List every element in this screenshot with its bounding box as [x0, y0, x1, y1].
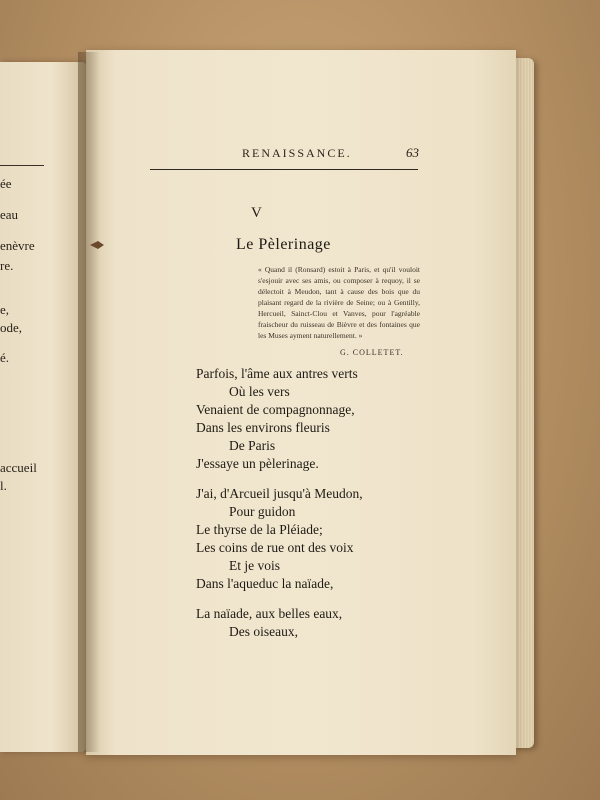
poem-line: De Paris [229, 438, 276, 453]
left-text-fragment: eau [0, 207, 19, 222]
spine-shadow [78, 52, 100, 752]
left-text-fragment: accueil [0, 460, 37, 475]
left-header-rule [0, 165, 44, 166]
poem-line: Où les vers [229, 384, 290, 399]
poem-line: J'essaye un pèlerinage. [196, 456, 319, 471]
left-text-fragment: re. [0, 258, 14, 273]
left-text-fragment: l. [0, 478, 7, 493]
poem-line: La naïade, aux belles eaux, [196, 606, 343, 621]
poem-line: Le thyrse de la Pléiade; [196, 522, 323, 537]
poem-line: Et je vois [229, 558, 280, 573]
left-text-fragment: é. [0, 350, 10, 365]
running-header: RENAISSANCE. [242, 146, 352, 160]
header-rule [150, 169, 418, 170]
left-text-fragment: ée [0, 176, 12, 191]
epigraph-author: G. COLLETET. [340, 348, 404, 357]
poem-line: Dans l'aqueduc la naïade, [196, 576, 334, 591]
left-text-fragment: e, [0, 302, 10, 317]
poem-line: Venaient de compagnonnage, [196, 402, 355, 417]
left-text-fragment: enèvre [0, 238, 35, 253]
poem-line: Dans les environs fleuris [196, 420, 330, 435]
poem-line: Parfois, l'âme aux antres verts [196, 366, 358, 381]
left-page [0, 62, 86, 752]
poem-line: J'ai, d'Arcueil jusqu'à Meudon, [196, 486, 363, 501]
page-number: 63 [406, 145, 419, 160]
poem-line: Pour guidon [229, 504, 296, 519]
poem-line: Les coins de rue ont des voix [196, 540, 354, 555]
left-text-fragment: ode, [0, 320, 23, 335]
poem-title: Le Pèlerinage [236, 236, 331, 253]
epigraph: « Quand il (Ronsard) estoit à Paris, et qu'il vouloit s'esjouir avec ses amis, ou composer à requoy, il se délectoit à Meudon, tant à cause des bois que du plaisant regard de la rivière de Seine; ou à Gentilly, Hercueil, Sainct-Clou et Vanves, pour l'agréable fraischeur du ruisseau de Bièvre et des fontaines que les Muses ayment naturellement. » [258, 265, 420, 340]
poem-line: Des oiseaux, [229, 624, 298, 639]
page-tab-mark [90, 241, 104, 249]
section-numeral-text: V [251, 205, 262, 221]
